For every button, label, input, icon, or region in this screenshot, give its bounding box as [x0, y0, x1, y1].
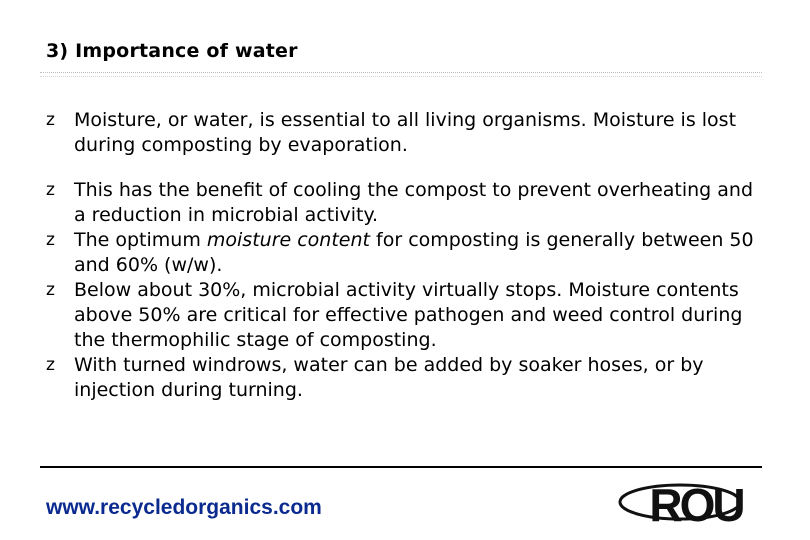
bullet-symbol-icon: z [46, 180, 55, 200]
bullet-item [46, 178, 766, 228]
bullet-symbol-icon: z [46, 110, 55, 130]
slide-title: 3) Importance of water [46, 40, 298, 62]
bullet-text-emphasis: moisture content [206, 229, 370, 251]
bullet-symbol-icon: z [46, 355, 55, 375]
bullet-item [46, 108, 766, 158]
footer-divider [40, 466, 762, 468]
bullet-text: With turned windrows, water can be added by soaker hoses, or by injection during turning. [74, 354, 704, 401]
bullet-symbol-icon: z [46, 230, 55, 250]
rou-logo [616, 474, 772, 530]
bullet-item [46, 278, 766, 353]
bullet-text: for composting is generally between 50 and 60% (w/w). [74, 229, 754, 276]
bullet-list [46, 108, 766, 403]
bullet-text: Moisture, or water, is essential to all living organisms. Moisture is lost during composting by evaporation. [74, 109, 737, 156]
bullet-text: This has the benefit of cooling the compost to prevent overheating and a reduction in microbial activity. [74, 179, 754, 226]
bullet-text: The optimum [74, 229, 207, 251]
logo-text: ROU [649, 479, 743, 530]
bullet-item [46, 353, 766, 403]
bullet-item [46, 228, 766, 278]
bullet-text: Below about 30%, microbial activity virtually stops. Moisture contents above 50% are critical for effective pathogen and weed control during the thermophilic stage of composting. [74, 279, 743, 351]
website-link[interactable]: www.recycledorganics.com [46, 496, 322, 519]
title-divider [40, 72, 762, 77]
bullet-symbol-icon: z [46, 280, 55, 300]
